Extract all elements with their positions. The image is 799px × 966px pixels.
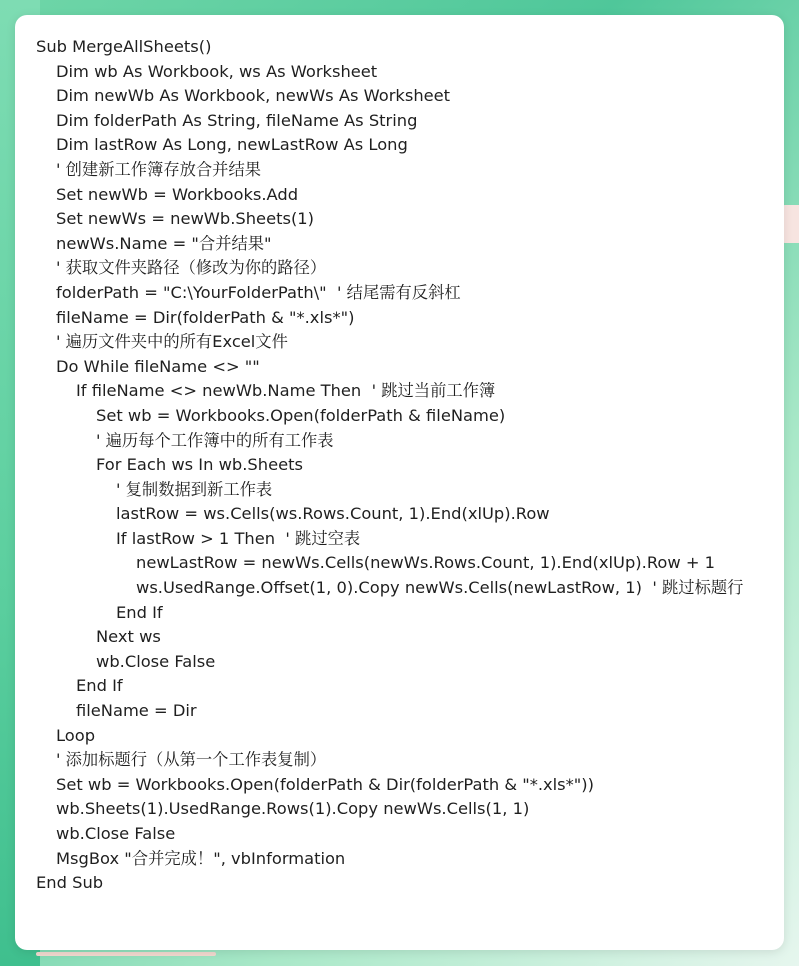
code-comment-line: ' 遍历文件夹中的所有Excel文件 bbox=[56, 332, 288, 352]
code-line: ws.UsedRange.Offset(1, 0).Copy newWs.Cells(newLastRow, 1) ' 跳过标题行 bbox=[136, 578, 744, 598]
code-line: wb.Sheets(1).UsedRange.Rows(1).Copy newWs.Cells(1, 1) bbox=[56, 799, 530, 819]
code-comment-line: ' 遍历每个工作簿中的所有工作表 bbox=[96, 430, 334, 450]
code-line: Dim folderPath As String, fileName As String bbox=[56, 110, 418, 130]
code-line: Next ws bbox=[96, 627, 161, 647]
code-line: If fileName <> newWb.Name Then ' 跳过当前工作簿 bbox=[76, 381, 496, 401]
code-line: wb.Close False bbox=[56, 824, 176, 843]
code-card bbox=[15, 15, 784, 950]
code-line: newLastRow = newWs.Cells(newWs.Rows.Count, 1).End(xlUp).Row + 1 bbox=[136, 553, 716, 573]
code-line: Set wb = Workbooks.Open(folderPath & Dir(folderPath & "*.xls*")) bbox=[56, 774, 594, 794]
code-line: Dim lastRow As Long, newLastRow As Long bbox=[56, 135, 408, 155]
background-bottom-accent bbox=[36, 952, 216, 956]
code-line: If lastRow > 1 Then ' 跳过空表 bbox=[116, 528, 361, 548]
code-line: Dim wb As Workbook, ws As Worksheet bbox=[56, 61, 378, 81]
code-line: folderPath = "C:\YourFolderPath\" ' 结尾需有反斜杠 bbox=[56, 282, 461, 302]
code-line: For Each ws In wb.Sheets bbox=[96, 455, 303, 475]
code-line: End If bbox=[76, 676, 123, 696]
vba-code-block bbox=[36, 35, 743, 896]
code-comment-line: ' 添加标题行（从第一个工作表复制） bbox=[56, 750, 327, 770]
code-line: End Sub bbox=[36, 873, 104, 893]
code-line: Loop bbox=[56, 725, 96, 745]
code-line: Set newWs = newWb.Sheets(1) bbox=[56, 209, 315, 229]
code-line: End If bbox=[116, 602, 163, 622]
code-line: newWs.Name = "合并结果" bbox=[56, 233, 272, 253]
code-line: Dim newWb As Workbook, newWs As Worksheet bbox=[56, 86, 451, 106]
code-line: MsgBox "合并完成！", vbInformation bbox=[56, 848, 346, 868]
code-comment-line: ' 创建新工作簿存放合并结果 bbox=[56, 159, 262, 179]
code-line: fileName = Dir bbox=[76, 701, 197, 721]
code-line: Do While fileName <> "" bbox=[56, 356, 260, 376]
code-line: Sub MergeAllSheets() bbox=[36, 37, 212, 56]
code-line: lastRow = ws.Cells(ws.Rows.Count, 1).End(xlUp).Row bbox=[116, 504, 550, 524]
code-comment-line: ' 获取文件夹路径（修改为你的路径） bbox=[56, 258, 327, 278]
code-comment-line: ' 复制数据到新工作表 bbox=[116, 479, 273, 499]
code-line: Set newWb = Workbooks.Add bbox=[56, 184, 299, 204]
code-line: fileName = Dir(folderPath & "*.xls*") bbox=[56, 307, 355, 327]
code-line: Set wb = Workbooks.Open(folderPath & fileName) bbox=[96, 405, 506, 425]
code-line: wb.Close False bbox=[96, 651, 216, 671]
